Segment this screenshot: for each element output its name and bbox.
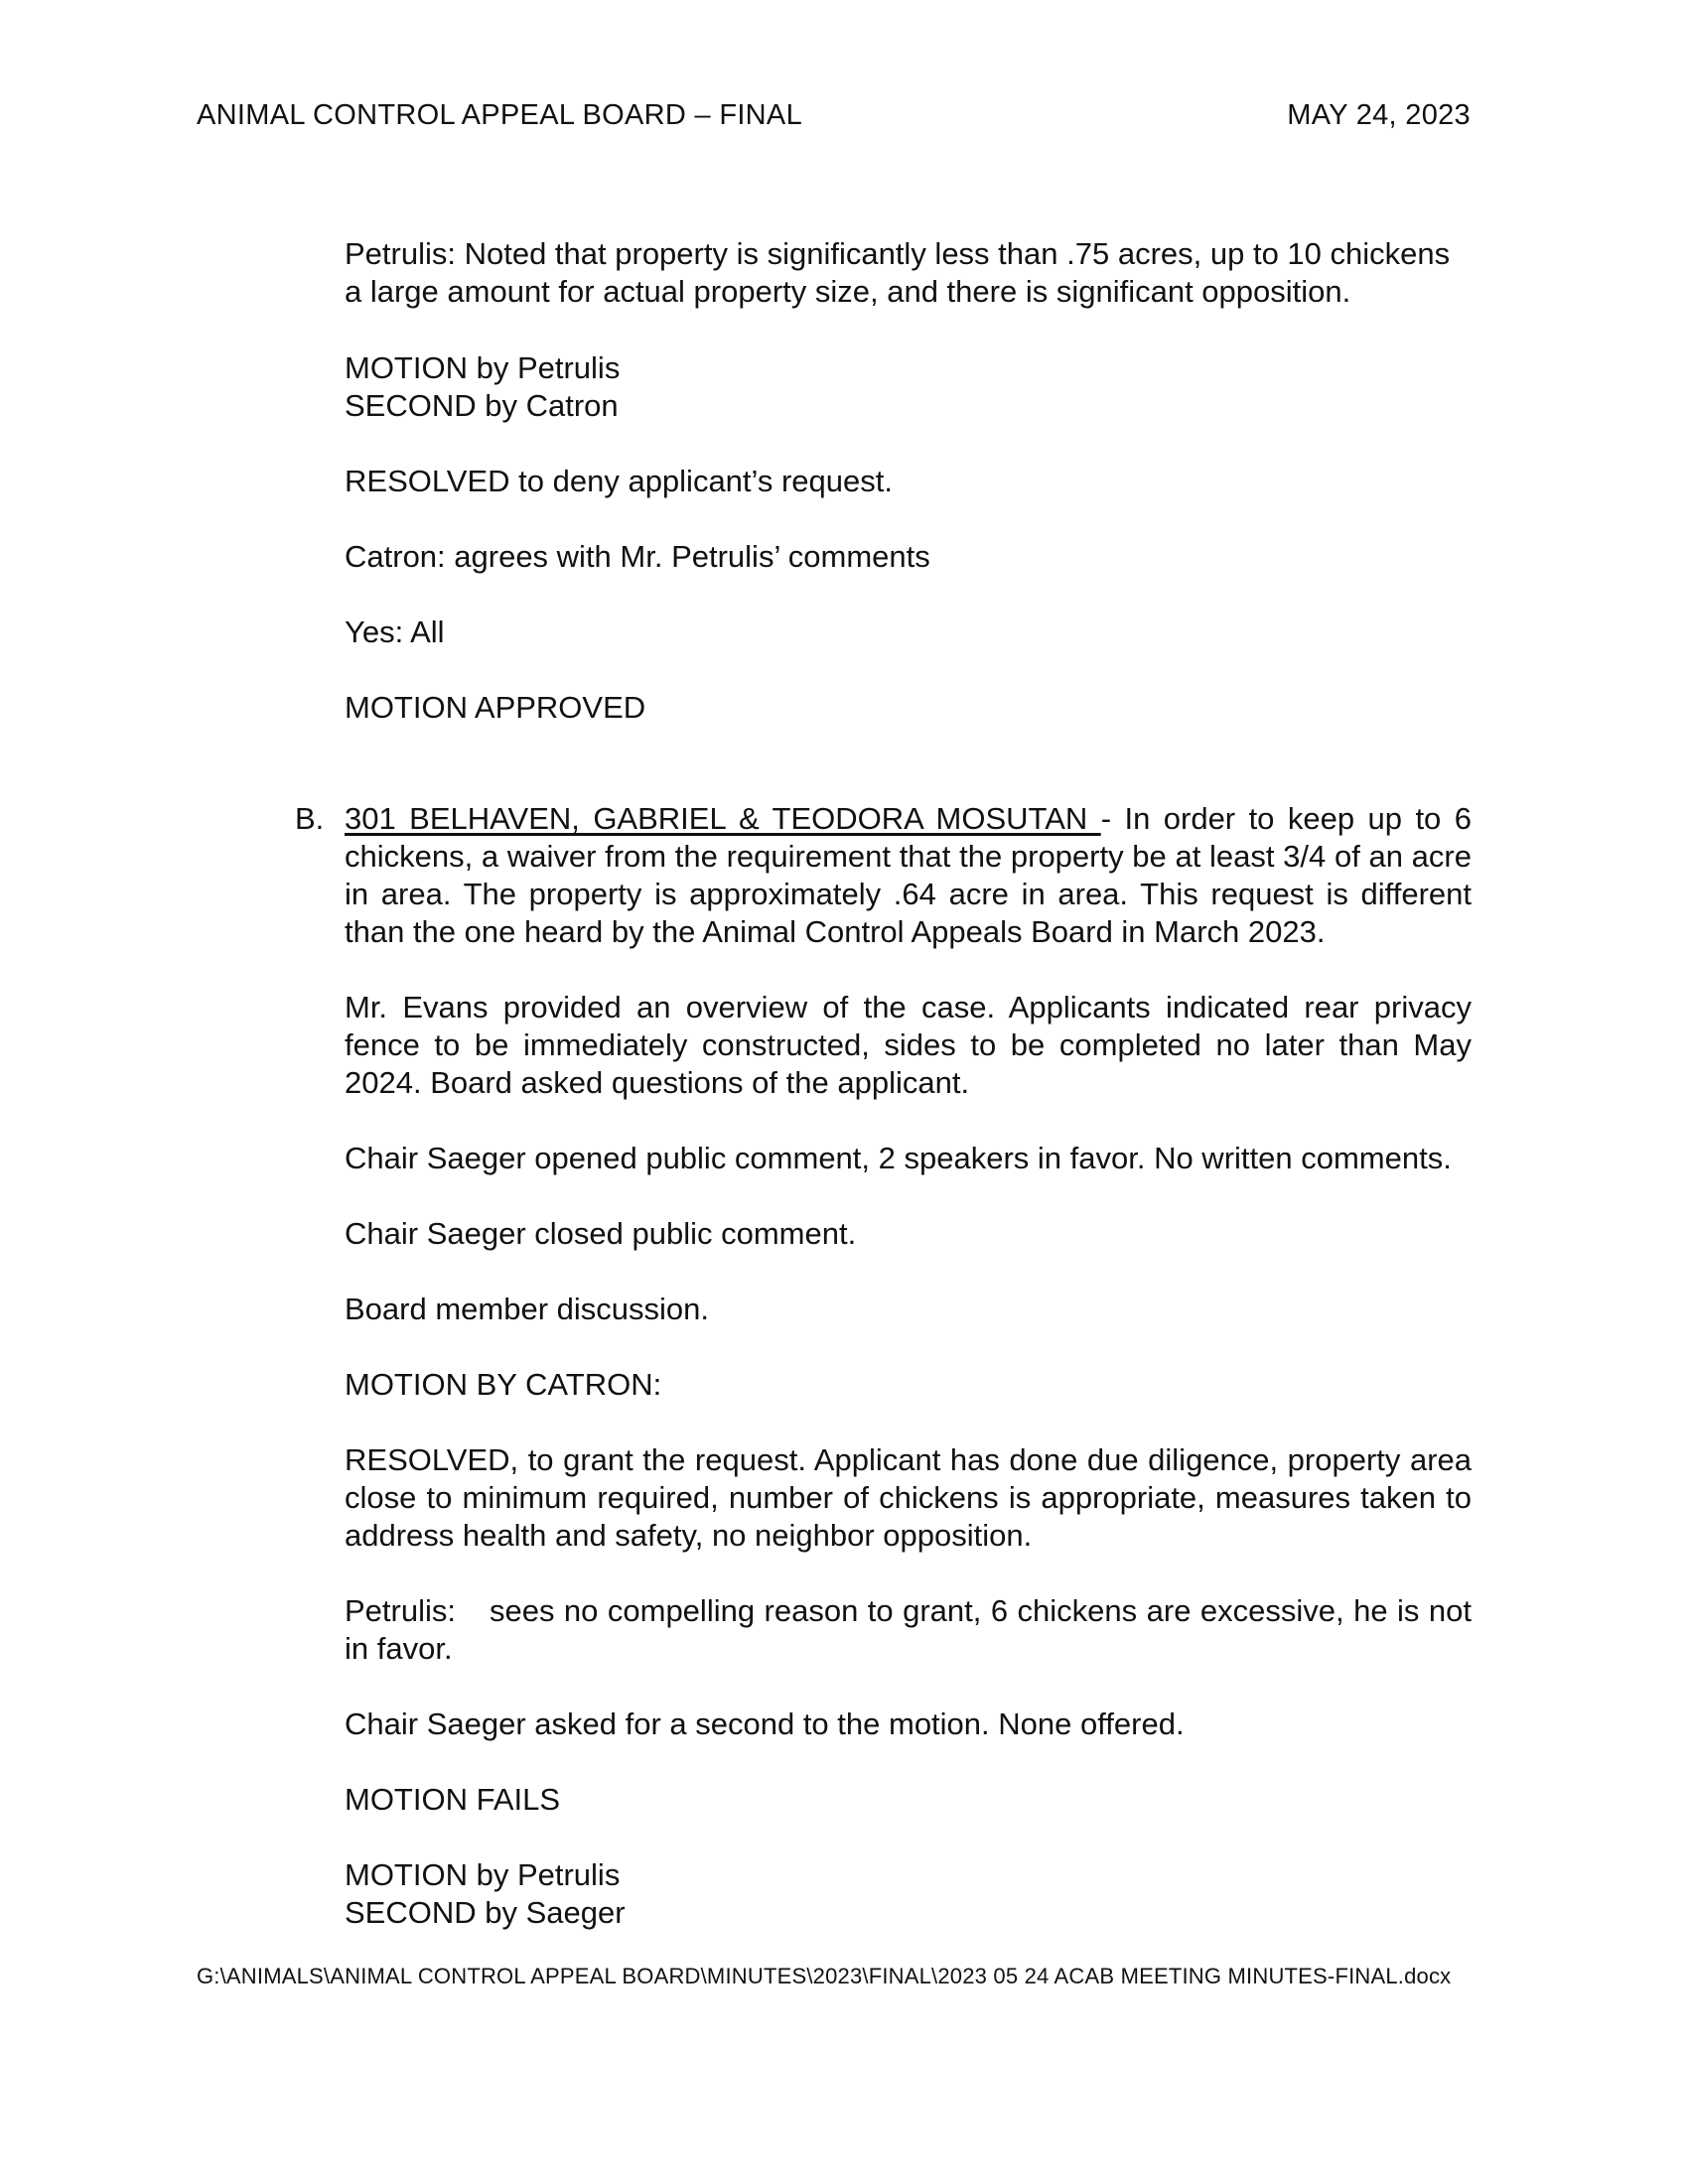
- motion-by-catron: MOTION BY CATRON:: [345, 1367, 662, 1402]
- header-date: MAY 24, 2023: [1287, 99, 1471, 131]
- petrulis-note: Petrulis: Noted that property is significantly less than .75 acres, up to 10 chickens a large amount for actual property size, and there is significant opposition.: [345, 236, 1451, 309]
- public-comment-open: Chair Saeger opened public comment, 2 speakers in favor. No written comments.: [345, 1141, 1452, 1175]
- header-title: ANIMAL CONTROL APPEAL BOARD – FINAL: [197, 99, 802, 131]
- motion-petrulis: MOTION by Petrulis: [345, 1857, 621, 1892]
- resolved-grant: RESOLVED, to grant the request. Applicant has done due diligence, property area close to minimum required, number of chickens is appropriate, measures taken to address health and safety, no neighbor opposition.: [345, 1442, 1472, 1553]
- motion-line: MOTION by Petrulis: [345, 350, 621, 385]
- petrulis-text: sees no compelling reason to grant, 6 chickens are excessive, he is not in favor.: [345, 1593, 1472, 1666]
- public-comment-close: Chair Saeger closed public comment.: [345, 1216, 857, 1251]
- footer-file-path: G:\ANIMALS\ANIMAL CONTROL APPEAL BOARD\MINUTES\2023\FINAL\2023 05 24 ACAB MEETING MINUTES-FINAL.docx: [197, 1964, 1452, 1988]
- motion-outcome: MOTION APPROVED: [345, 690, 646, 725]
- petrulis-label: Petrulis:: [345, 1593, 456, 1628]
- section-b-description: - In order to keep up to 6 chickens, a waiver from the requirement that the property be at least 3/4 of an acre in area. The property is approximately .64 acre in area. This request is different than the one heard by the Animal Control Appeals Board in March 2023.: [345, 801, 1472, 949]
- second-request: Chair Saeger asked for a second to the motion. None offered.: [345, 1706, 1185, 1741]
- second-saeger: SECOND by Saeger: [345, 1895, 626, 1930]
- petrulis-opinion: [345, 1592, 1472, 1668]
- overview-paragraph: Mr. Evans provided an overview of the case. Applicants indicated rear privacy fence to be immediately constructed, sides to be completed no later than May 2024. Board asked questions of the applicant.: [345, 990, 1472, 1100]
- motion-fails: MOTION FAILS: [345, 1782, 561, 1817]
- catron-note: Catron: agrees with Mr. Petrulis’ comments: [345, 539, 930, 574]
- vote-line: Yes: All: [345, 614, 445, 649]
- resolved-line: RESOLVED to deny applicant’s request.: [345, 464, 893, 498]
- section-b-marker: B.: [295, 801, 325, 836]
- board-discussion: Board member discussion.: [345, 1292, 709, 1326]
- section-b-item: [345, 800, 1472, 951]
- second-line: SECOND by Catron: [345, 388, 619, 423]
- section-b-title: 301 BELHAVEN, GABRIEL & TEODORA MOSUTAN: [345, 801, 1101, 836]
